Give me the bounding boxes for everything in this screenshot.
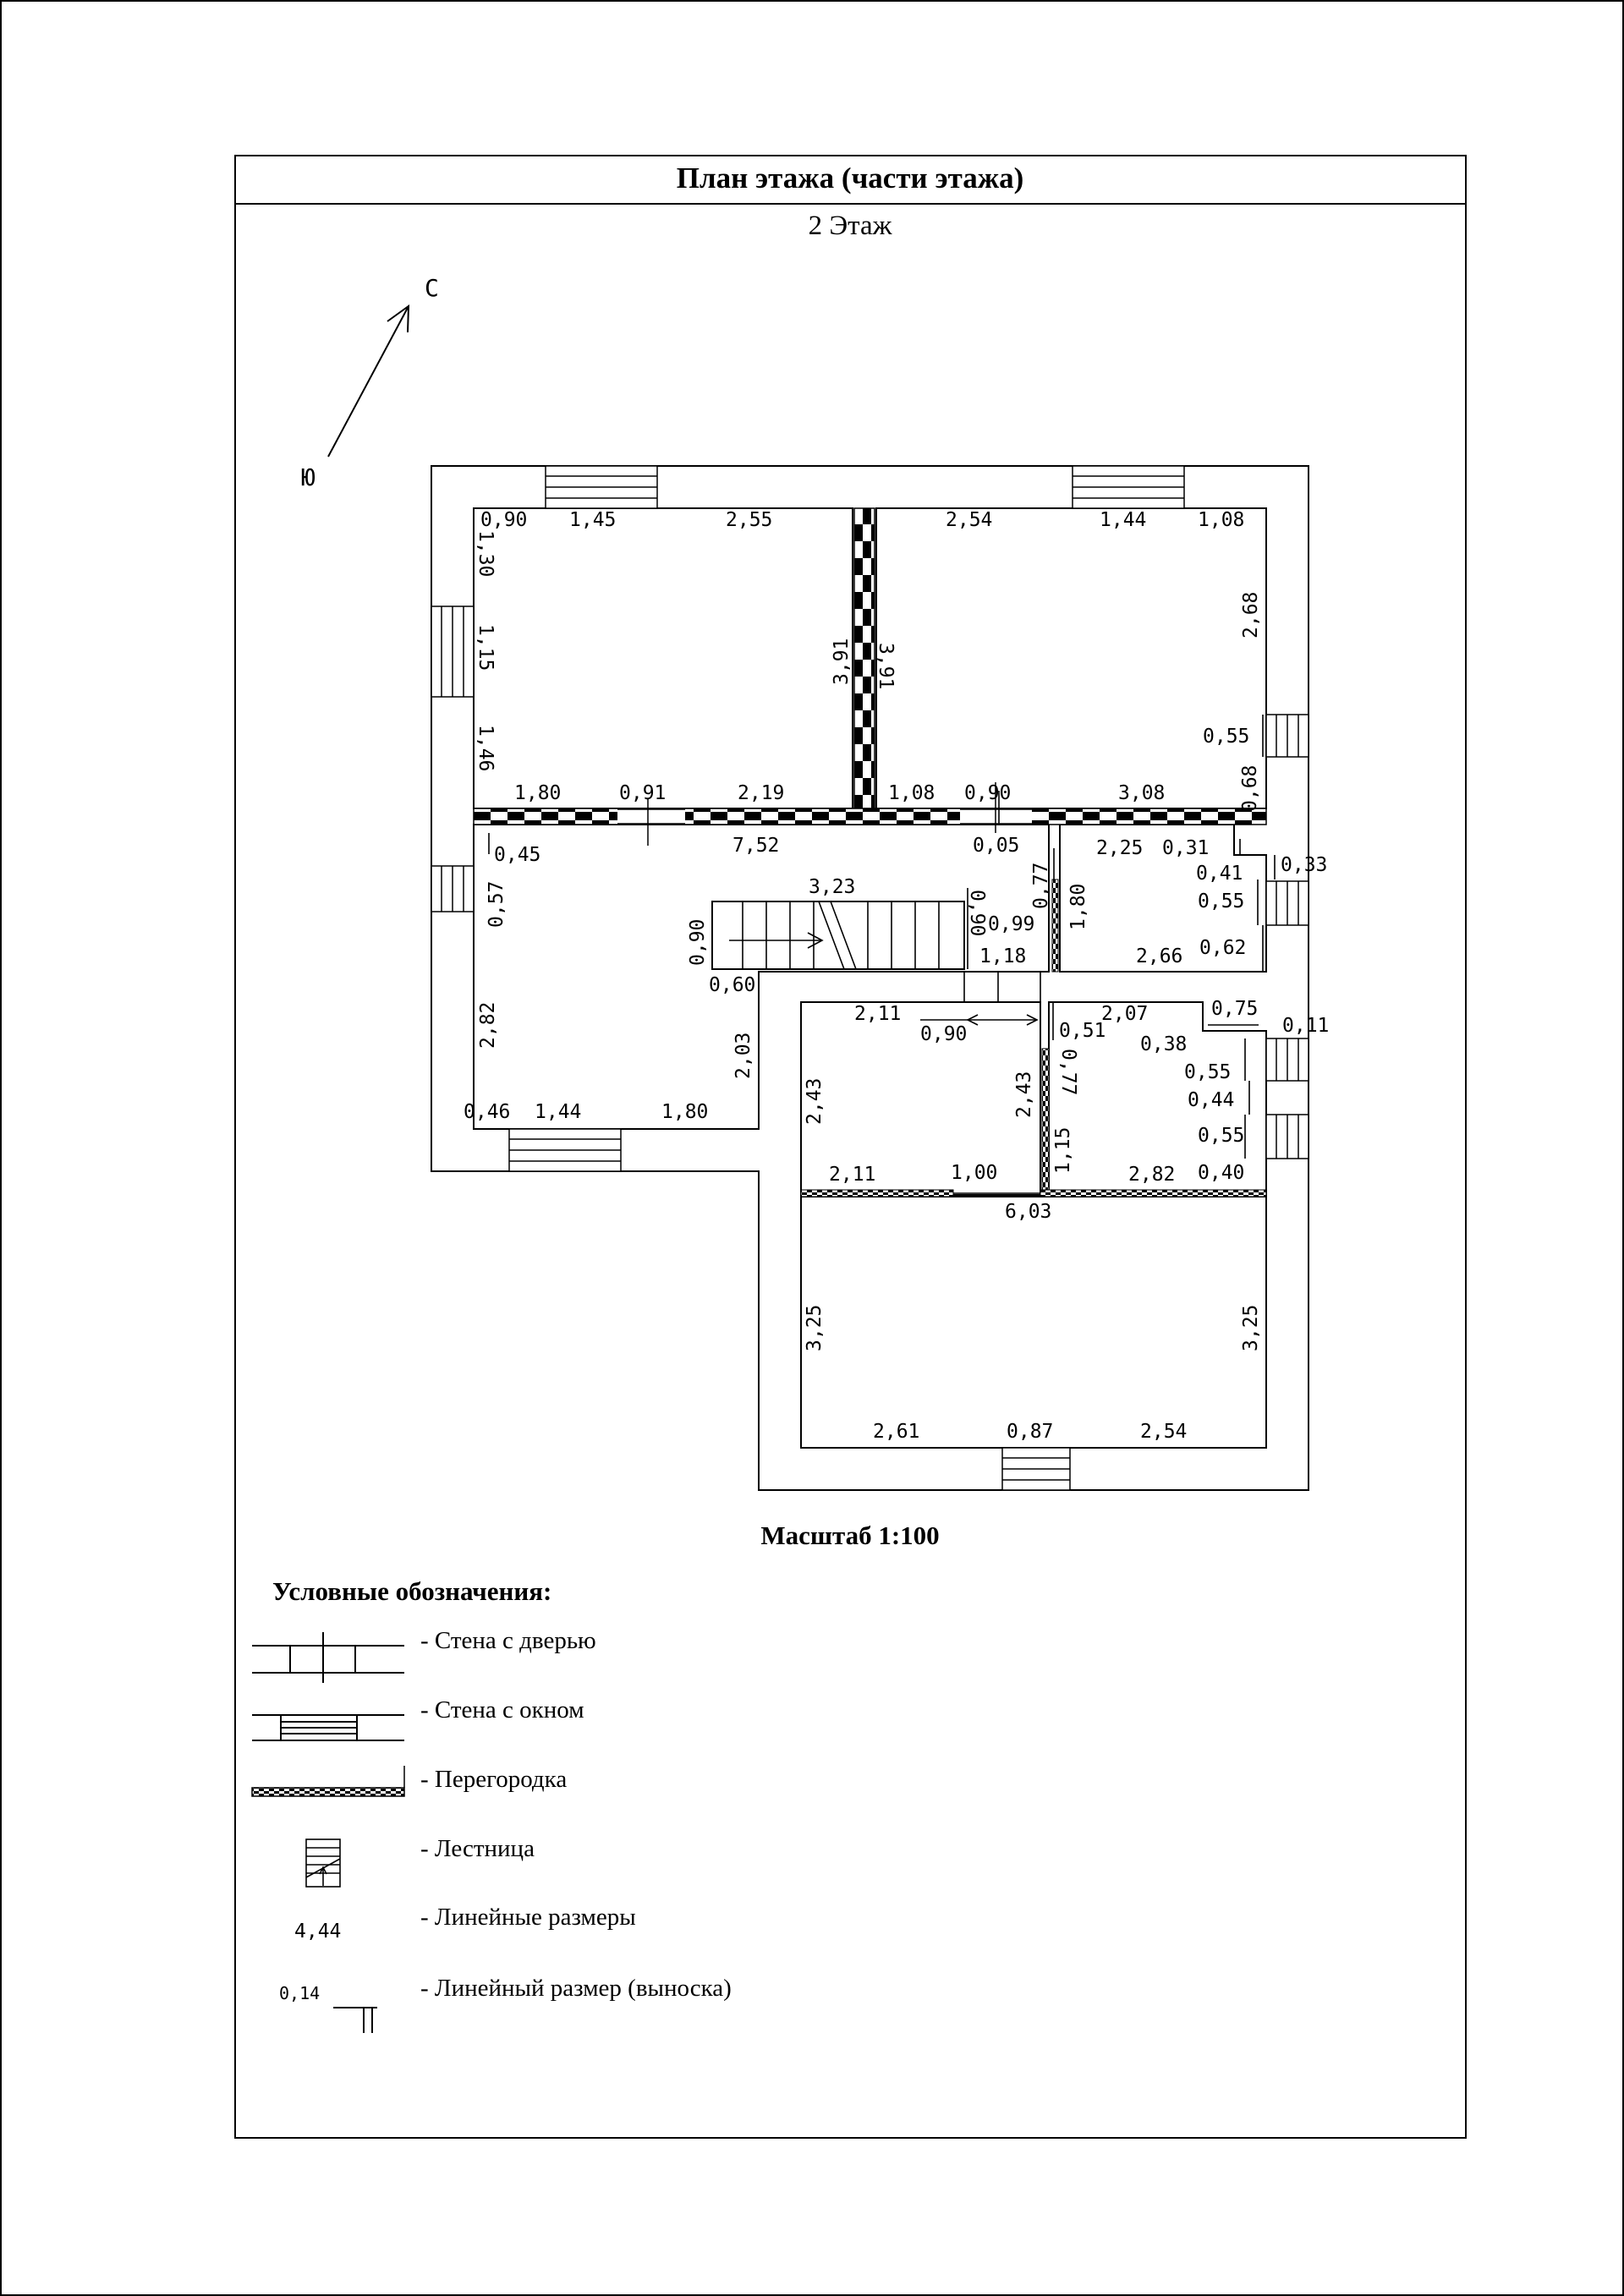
legend-sample-dimension: 4,44: [294, 1921, 342, 1943]
legend-stair-symbol: [306, 1839, 340, 1887]
dim-label: 0,38: [1140, 1033, 1188, 1055]
door-gap-1: [617, 809, 685, 824]
window-right-4: [1266, 1115, 1309, 1159]
dim-label: 0,90: [687, 918, 709, 966]
dim-label: 0,51: [1059, 1020, 1106, 1042]
dim-label: 1,80: [514, 782, 562, 804]
dim-label: 0,57: [486, 880, 508, 928]
dim-label: 1,08: [888, 782, 935, 804]
dim-label: 0,90: [964, 782, 1012, 804]
dim-label: 1,44: [535, 1101, 582, 1123]
dim-label: 1,46: [475, 725, 497, 772]
legend-label: - Линейный размер (выноска): [420, 1975, 732, 2002]
window-top-right: [1073, 466, 1184, 508]
dim-label: 2,07: [1101, 1003, 1149, 1025]
partition-horizontal-lower-b: [1040, 1190, 1266, 1197]
legend-label: - Лестница: [420, 1835, 535, 1862]
dim-label: 0,45: [494, 844, 541, 866]
dim-label: 3,91: [831, 638, 853, 685]
dim-label: 3,23: [809, 876, 856, 898]
staircase: [712, 901, 964, 969]
dim-label: 0,46: [464, 1101, 511, 1123]
dim-label: 2,54: [1140, 1421, 1188, 1443]
dim-label: 2,54: [946, 509, 993, 531]
partition-vertical-upper: [854, 508, 875, 808]
dim-label: 2,03: [732, 1032, 754, 1079]
dim-label: 2,55: [726, 509, 773, 531]
dim-label: 2,61: [873, 1421, 920, 1443]
legend-window-symbol: [252, 1715, 404, 1740]
dim-label: 1,80: [1067, 883, 1089, 930]
room-bottom: [801, 1197, 1266, 1448]
dim-label: 0,55: [1184, 1061, 1232, 1083]
window-right-2: [1266, 881, 1309, 925]
dim-label: 0,75: [1211, 998, 1259, 1020]
dim-label: 0,87: [1007, 1421, 1054, 1443]
dim-label: 0,77: [1030, 862, 1052, 909]
south-label: Ю: [301, 463, 315, 491]
dim-label: 2,66: [1136, 945, 1183, 967]
room-hall: [474, 825, 1049, 1129]
dim-label: 2,82: [1128, 1164, 1176, 1186]
dim-label: 2,43: [804, 1077, 826, 1125]
room-upper-left: [474, 508, 853, 808]
dim-label: 2,19: [738, 782, 785, 804]
room-upper-right: [876, 508, 1266, 808]
dim-label: 1,18: [979, 945, 1027, 967]
dim-label: 3,08: [1118, 782, 1166, 804]
dim-label: 3,25: [1240, 1304, 1262, 1351]
dim-label: 0,33: [1281, 854, 1328, 876]
window-right-3: [1266, 1038, 1309, 1081]
partition-horizontal-middle: [474, 808, 1266, 825]
dim-label: 0,44: [1188, 1089, 1235, 1111]
legend-title: Условные обозначения:: [272, 1576, 552, 1606]
partition-vertical-lower: [1042, 1049, 1049, 1195]
dim-label: 0,77: [1057, 1049, 1079, 1096]
dim-label: 2,11: [829, 1164, 876, 1186]
compass: [301, 274, 439, 491]
north-label: С: [425, 274, 439, 302]
dim-label: 0,68: [1239, 764, 1261, 812]
dim-label: 0,90: [920, 1023, 968, 1045]
legend-leader-symbol: [279, 1983, 377, 2033]
dim-label: 1,30: [475, 530, 497, 578]
floor-plan: [431, 466, 1329, 1490]
partition-horizontal-lower-a: [801, 1190, 953, 1197]
legend-label: - Стена с окном: [420, 1696, 584, 1723]
dim-label: 0,55: [1198, 890, 1245, 912]
dim-label: 0,41: [1196, 863, 1243, 885]
legend-door-symbol: [252, 1632, 404, 1683]
dim-label: 7,52: [732, 835, 780, 857]
corridor-connector: [964, 972, 1040, 1002]
dim-label: 0,05: [973, 835, 1020, 857]
dim-label: 0,40: [1198, 1162, 1245, 1184]
dim-label: 0,91: [619, 782, 667, 804]
dim-label: 3,25: [804, 1304, 826, 1351]
dim-label: 0,11: [1282, 1015, 1330, 1037]
dim-label: 0,99: [988, 913, 1035, 935]
floor-label: 2 Этаж: [808, 211, 892, 241]
page-border: [1, 1, 1623, 2295]
dim-label: 0,90: [480, 509, 528, 531]
legend-label: - Стена с дверью: [420, 1627, 596, 1654]
window-bottom: [1002, 1448, 1070, 1490]
window-bottom-left: [509, 1129, 621, 1171]
legend: [252, 1576, 732, 2033]
dim-label: 1,80: [661, 1101, 709, 1123]
dim-label: 1,08: [1198, 509, 1245, 531]
window-right-1: [1266, 715, 1309, 757]
dim-label: 0,55: [1203, 726, 1250, 748]
dim-label: 1,45: [569, 509, 617, 531]
dim-label: 0,62: [1199, 937, 1247, 959]
window-left-upper: [431, 606, 474, 697]
dim-label: 2,82: [477, 1001, 499, 1049]
dim-label: 1,15: [1052, 1126, 1074, 1174]
dim-label: 2,25: [1096, 837, 1144, 859]
partition-vertical-mid-right: [1052, 879, 1058, 972]
dim-label: 3,91: [875, 643, 897, 690]
dim-label: 1,44: [1100, 509, 1147, 531]
page-title: План этажа (части этажа): [676, 162, 1024, 195]
legend-label: - Перегородка: [420, 1766, 568, 1793]
window-left-lower: [431, 866, 474, 912]
legend-partition-symbol: [252, 1766, 404, 1796]
legend-sample-leader: 0,14: [279, 1983, 321, 2003]
dim-label: 0,60: [709, 974, 756, 996]
dim-label: 2,68: [1240, 591, 1262, 638]
dim-label: 2,43: [1013, 1071, 1035, 1118]
scale-label: Масштаб 1:100: [760, 1521, 940, 1550]
dim-label: 1,00: [951, 1162, 998, 1184]
legend-label: - Линейные размеры: [420, 1904, 636, 1931]
dim-label: 1,15: [475, 624, 497, 671]
window-top-left: [546, 466, 657, 508]
dim-label: 0,90: [966, 890, 988, 937]
dim-label: 6,03: [1005, 1201, 1052, 1223]
dim-label: 2,11: [854, 1003, 902, 1025]
dim-label: 0,55: [1198, 1125, 1245, 1147]
dim-label: 0,31: [1162, 837, 1210, 859]
